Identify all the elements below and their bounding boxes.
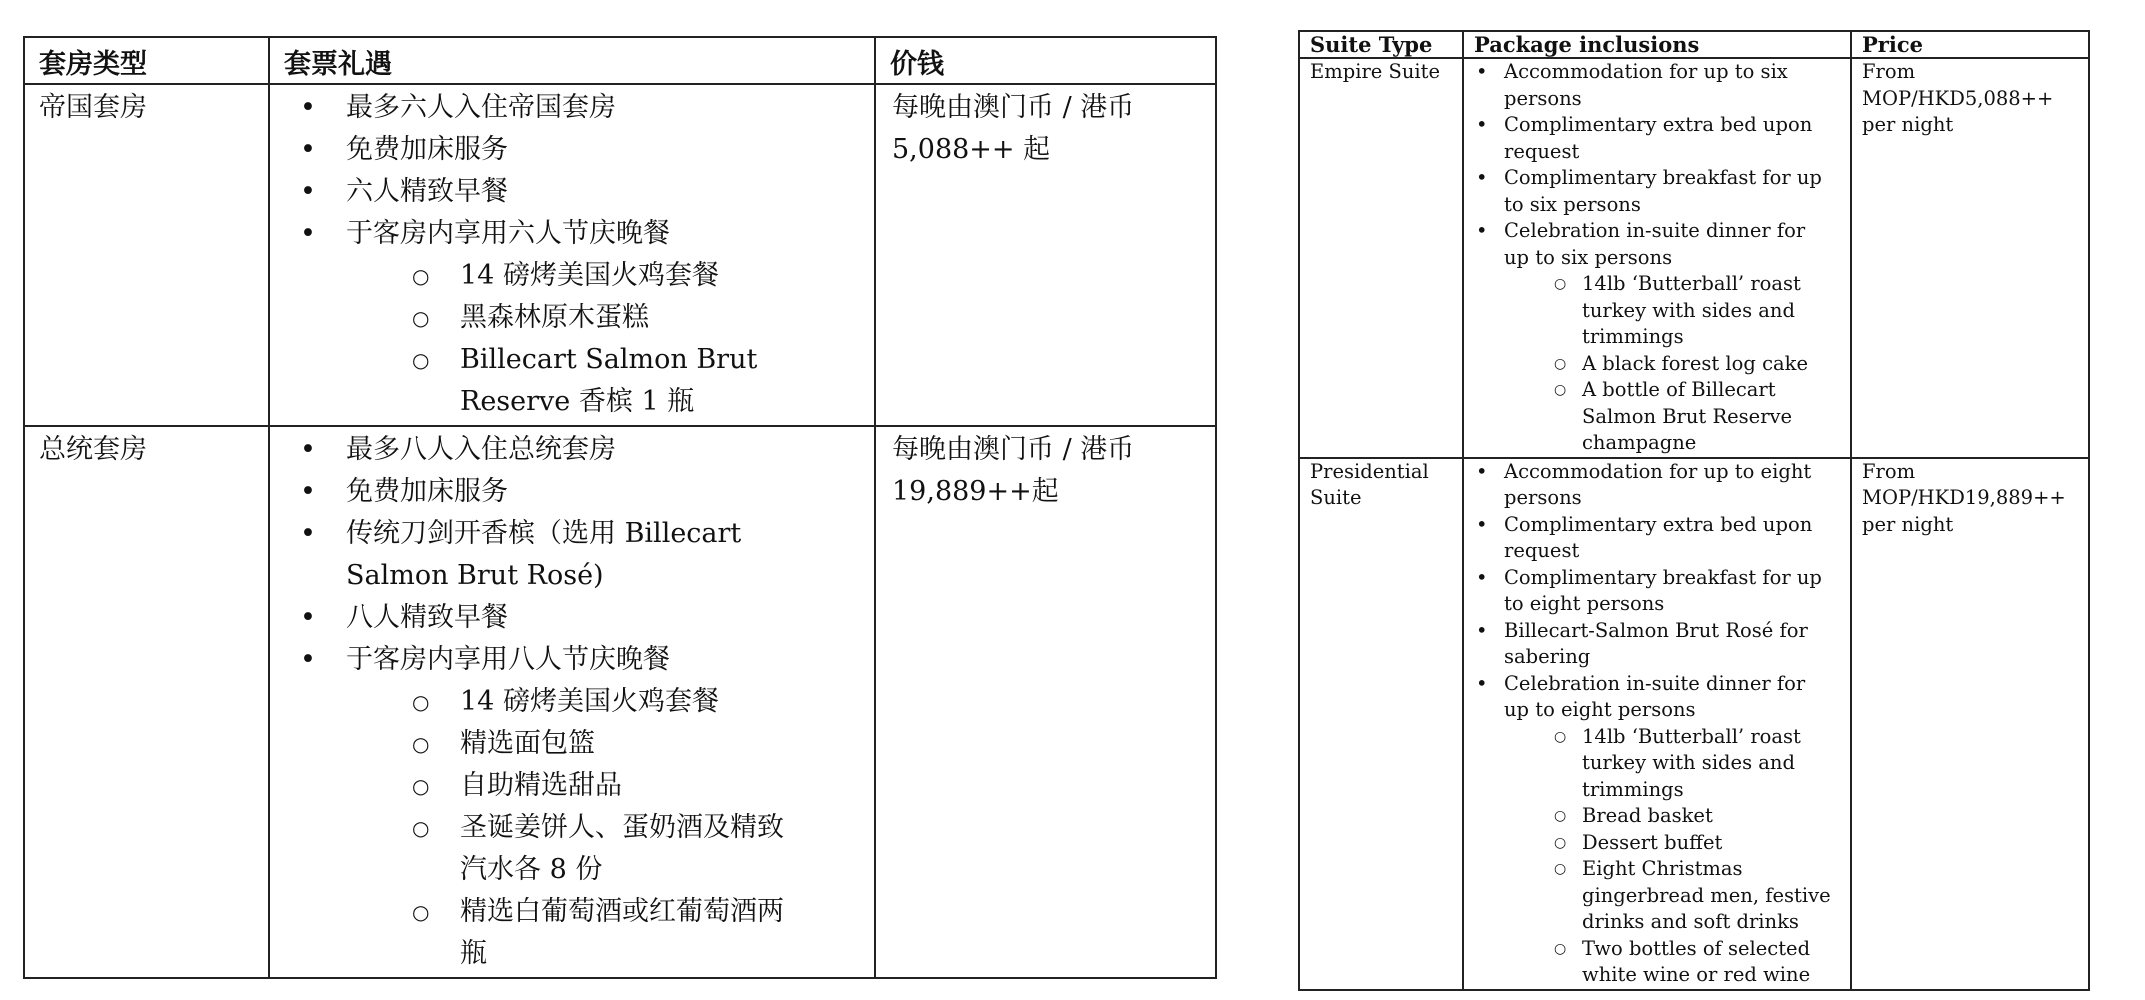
zh-row-empire (24, 84, 1216, 426)
sub-item-line: ○ 精选面包篮 (284, 723, 874, 765)
sub-item-line: ○ 14 磅烤美国火鸡套餐 (284, 255, 874, 297)
en-inclusions-cell (1463, 458, 1851, 990)
inclusion-line: request (1504, 539, 1580, 562)
inclusion-line: • 于客房内享用八人节庆晚餐 (284, 639, 874, 681)
inclusion-line: persons (1504, 486, 1582, 509)
sub-item-line: champagne (1582, 431, 1697, 454)
zh-price: 每晚由澳门币 / 港币 19,889++起 (875, 426, 1216, 978)
inclusion-line: • 最多六人入住帝国套房 (284, 87, 874, 129)
en-header-suite-type: Suite Type (1299, 31, 1463, 58)
sub-item-line: 瓶 (460, 938, 487, 969)
sub-item-line: ○ A bottle of Billecart (1472, 377, 1846, 404)
en-suite-name: Presidential Suite (1299, 458, 1463, 990)
sub-item-line: 汽水各 8 份 (460, 854, 603, 885)
cropped-header-strip (1290, 0, 2090, 8)
zh-header-price: 价钱 (875, 37, 1216, 84)
en-price: From MOP/HKD5,088++ per night (1851, 58, 2089, 458)
sub-item-line: ○ Dessert buffet (1472, 830, 1846, 857)
inclusion-line: • Celebration in-suite dinner for (1472, 218, 1846, 245)
sub-item-line: ○ Two bottles of selected (1472, 936, 1846, 963)
inclusion-line: • 最多八人入住总统套房 (284, 429, 874, 471)
zh-inclusions-list (284, 429, 874, 975)
zh-inclusions-cell (269, 426, 875, 978)
inclusion-line: sabering (1504, 645, 1591, 668)
en-header-price: Price (1851, 31, 2089, 58)
zh-suite-name: 总统套房 (24, 426, 269, 978)
sub-item-line: gingerbread men, festive (1582, 883, 1831, 907)
inclusion-line: • 传统刀剑开香槟（选用 Billecart (284, 513, 874, 555)
inclusion-line: Salmon Brut Rosé) (346, 560, 604, 591)
zh-row-presidential (24, 426, 1216, 978)
zh-inclusions-cell (269, 84, 875, 426)
en-package-table (1298, 30, 2090, 991)
inclusion-line: • Celebration in-suite dinner for (1472, 671, 1846, 698)
inclusion-line: • 六人精致早餐 (284, 171, 874, 213)
zh-package-table (23, 36, 1217, 979)
inclusion-line: • Complimentary extra bed upon (1472, 112, 1846, 139)
zh-header-suite-type: 套房类型 (24, 37, 269, 84)
en-inclusions-list (1472, 459, 1846, 989)
sub-item-line: trimmings (1582, 325, 1684, 348)
zh-header-row (24, 37, 1216, 84)
sub-item-line: white wine or red wine (1582, 963, 1811, 986)
sub-item-line: drinks and soft drinks (1582, 910, 1799, 933)
inclusion-line: • Accommodation for up to six (1472, 59, 1846, 86)
sub-item-line: ○ Billecart Salmon Brut (284, 339, 874, 381)
en-suite-name: Empire Suite (1299, 58, 1463, 458)
zh-price: 每晚由澳门币 / 港币 5,088++ 起 (875, 84, 1216, 426)
inclusion-line: • Billecart-Salmon Brut Rosé for (1472, 618, 1846, 645)
inclusion-line: • 免费加床服务 (284, 129, 874, 171)
zh-inclusions-list (284, 87, 874, 423)
sub-item-line: ○ 自助精选甜品 (284, 765, 874, 807)
inclusion-line: to eight persons (1504, 592, 1665, 615)
en-header-package: Package inclusions (1463, 31, 1851, 58)
zh-header-package: 套票礼遇 (269, 37, 875, 84)
en-header-row (1299, 31, 2089, 58)
sub-item-line: ○ 精选白葡萄酒或红葡萄酒两 (284, 891, 874, 933)
inclusion-line: • Accommodation for up to eight (1472, 459, 1846, 486)
sub-item-line: ○ 圣诞姜饼人、蛋奶酒及精致 (284, 807, 874, 849)
inclusion-line: • 免费加床服务 (284, 471, 874, 513)
en-row-empire (1299, 58, 2089, 458)
en-price: From MOP/HKD19,889++ per night (1851, 458, 2089, 990)
sub-item-line: turkey with sides and (1582, 298, 1795, 322)
en-row-presidential (1299, 458, 2089, 990)
inclusion-line: • Complimentary breakfast for up (1472, 165, 1846, 192)
sub-item-line: ○ Eight Christmas (1472, 856, 1846, 883)
inclusion-line: up to eight persons (1504, 698, 1696, 721)
sub-item-line: ○ 黑森林原木蛋糕 (284, 297, 874, 339)
inclusion-line: • 于客房内享用六人节庆晚餐 (284, 213, 874, 255)
inclusion-line: to six persons (1504, 192, 1641, 216)
sub-item-line: ○ 14lb ‘Butterball’ roast (1472, 271, 1846, 298)
sub-item-line: ○ A black forest log cake (1472, 351, 1846, 378)
inclusion-line: • 八人精致早餐 (284, 597, 874, 639)
en-inclusions-list (1472, 59, 1846, 457)
inclusion-line: persons (1504, 86, 1582, 110)
en-inclusions-cell (1463, 58, 1851, 458)
sub-item-line: turkey with sides and (1582, 751, 1795, 774)
sub-item-line: ○ 14 磅烤美国火鸡套餐 (284, 681, 874, 723)
zh-suite-name: 帝国套房 (24, 84, 269, 426)
sub-item-line: Reserve 香槟 1 瓶 (460, 386, 695, 417)
inclusion-line: • Complimentary extra bed upon (1472, 512, 1846, 539)
sub-item-line: ○ Bread basket (1472, 803, 1846, 830)
sub-item-line: Salmon Brut Reserve (1582, 404, 1793, 428)
sub-item-line: trimmings (1582, 777, 1684, 801)
sub-item-line: ○ 14lb ‘Butterball’ roast (1472, 724, 1846, 751)
inclusion-line: • Complimentary breakfast for up (1472, 565, 1846, 592)
inclusion-line: up to six persons (1504, 245, 1673, 269)
inclusion-line: request (1504, 139, 1580, 163)
